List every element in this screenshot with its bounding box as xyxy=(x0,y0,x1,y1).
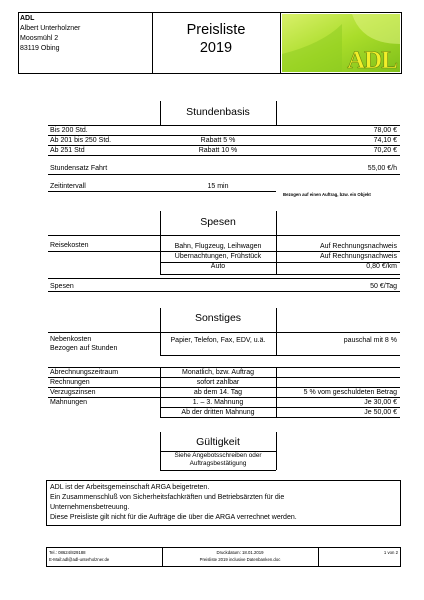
spesen-value: Auf Rechnungsnachweis xyxy=(319,243,397,250)
row-value: 78,00 € xyxy=(373,127,397,134)
rule xyxy=(48,367,400,368)
spesen-value: 0,80 €/km xyxy=(366,263,397,270)
footer-phone: Tel.: 08624/829188 xyxy=(49,550,86,555)
rule xyxy=(48,291,400,292)
row-label: Verzugszinsen xyxy=(50,389,96,396)
footer-print-date: Druckdatum: 18.01.2019 xyxy=(216,550,264,555)
spesen-label: Spesen xyxy=(50,283,74,290)
nebenkosten-value: pauschal mit 8 % xyxy=(343,337,397,344)
page-year: 2019 xyxy=(199,40,233,56)
rule xyxy=(48,191,276,192)
rule xyxy=(48,397,400,398)
rule xyxy=(160,407,400,408)
row-label: Abrechnungszeitraum xyxy=(50,369,119,376)
rule xyxy=(160,417,400,418)
rule xyxy=(48,278,400,279)
section-title-border xyxy=(276,308,277,333)
row-value: 74,10 € xyxy=(373,137,397,144)
spesen-item: Auto xyxy=(210,263,226,270)
row-mid: Monatlich, bzw. Auftrag xyxy=(182,369,254,376)
row-label: Ab 251 Std xyxy=(50,147,85,154)
adl-logo xyxy=(282,14,400,72)
intervall-label: Zeitintervall xyxy=(50,183,86,190)
grid-line xyxy=(276,367,277,417)
section-title-sonstiges: Sonstiges xyxy=(194,312,242,324)
footer-filename: Preisliste 2019 inclusive Datenbanken.doc xyxy=(199,557,281,562)
nebenkosten-sublabel: Bezogen auf Stunden xyxy=(50,345,118,352)
section-title-gueltigkeit: Gültigkeit xyxy=(196,436,240,448)
company-city: 83119 Obing xyxy=(20,45,60,52)
rule xyxy=(48,332,400,333)
rule xyxy=(48,387,400,388)
footer-email: E-Mail:adl@adl-unterholzner.de xyxy=(49,557,110,562)
rule xyxy=(160,274,400,275)
intervall-value: 15 min xyxy=(207,183,229,190)
intervall-note: Bezogen auf einen Auftrag, bzw. ein Objekt xyxy=(283,192,371,197)
logo-text: ADL xyxy=(347,47,397,72)
company-short: ADL xyxy=(20,15,35,22)
info-line: Ein Zusammenschluß von Sicherheitsfachkräften und Betriebsärzten für die xyxy=(50,494,285,501)
spesen-item: Übernachtungen, Frühstück xyxy=(174,253,262,260)
company-street: Moosmühl 2 xyxy=(20,35,59,42)
row-mid: Ab der dritten Mahnung xyxy=(181,409,255,416)
footer-divider xyxy=(318,547,319,567)
row-mid: 1. – 3. Mahnung xyxy=(192,399,244,406)
row-mid: ab dem 14. Tag xyxy=(193,389,243,396)
footer-divider xyxy=(162,547,163,567)
row-value: Je 30,00 € xyxy=(364,399,397,406)
spesen-item: Bahn, Flugzeug, Leihwagen xyxy=(174,243,262,250)
row-discount: Rabatt 10 % xyxy=(198,147,238,154)
rule xyxy=(48,125,400,126)
row-value: 70,20 € xyxy=(373,147,397,154)
row-mid: sofort zahlbar xyxy=(196,379,240,386)
fahrt-label: Stundensatz Fahrt xyxy=(50,165,108,172)
rule xyxy=(48,377,400,378)
row-label: Bis 200 Std. xyxy=(50,127,88,134)
rule xyxy=(48,235,400,236)
section-title-spesen: Spesen xyxy=(200,216,236,228)
rule xyxy=(160,355,400,356)
rule xyxy=(48,251,400,252)
section-title-border xyxy=(276,211,277,236)
rule xyxy=(48,155,400,156)
row-value: 5 % vom geschuldeten Betrag xyxy=(303,389,397,396)
rule xyxy=(48,145,400,146)
info-line: Unternehmensbetreuung. xyxy=(50,504,130,511)
gueltigkeit-line: Auftragsbestätigung xyxy=(189,460,247,467)
nebenkosten-label: Nebenkosten xyxy=(50,336,92,343)
page-title: Preisliste xyxy=(186,22,246,38)
grid-line xyxy=(276,235,277,275)
spesen-total: 50 €/Tag xyxy=(370,283,397,290)
info-line: Diese Preisliste gilt nicht für die Aufträge die über die ARGA verrechnet werden. xyxy=(50,514,297,521)
row-label: Ab 201 bis 250 Std. xyxy=(50,137,112,144)
arga-info-box xyxy=(46,480,401,526)
rule xyxy=(48,135,400,136)
row-discount: Rabatt 5 % xyxy=(200,137,236,144)
row-value: Je 50,00 € xyxy=(364,409,397,416)
fahrt-value: 55,00 €/h xyxy=(367,165,397,172)
section-title-border xyxy=(276,432,277,470)
nebenkosten-items: Papier, Telefon, Fax, EDV, u.ä. xyxy=(170,337,266,344)
reisekosten-label: Reisekosten xyxy=(50,242,89,249)
gueltigkeit-line: Siehe Angebotsschreiben oder xyxy=(174,452,262,459)
spesen-value: Auf Rechnungsnachweis xyxy=(319,253,397,260)
footer-page-number: 1 von 2 xyxy=(383,550,398,555)
rule xyxy=(160,470,276,471)
grid-line xyxy=(276,332,277,355)
section-title-stundenbasis: Stundenbasis xyxy=(186,106,250,118)
header-divider xyxy=(280,12,281,74)
row-label: Mahnungen xyxy=(50,399,87,406)
row-label: Rechnungen xyxy=(50,379,90,386)
info-line: ADL ist der Arbeitsgemeinschaft ARGA beigetreten. xyxy=(50,484,210,491)
section-title-border xyxy=(276,101,277,126)
company-name: Albert Unterholzner xyxy=(20,25,81,32)
rule xyxy=(48,174,400,175)
